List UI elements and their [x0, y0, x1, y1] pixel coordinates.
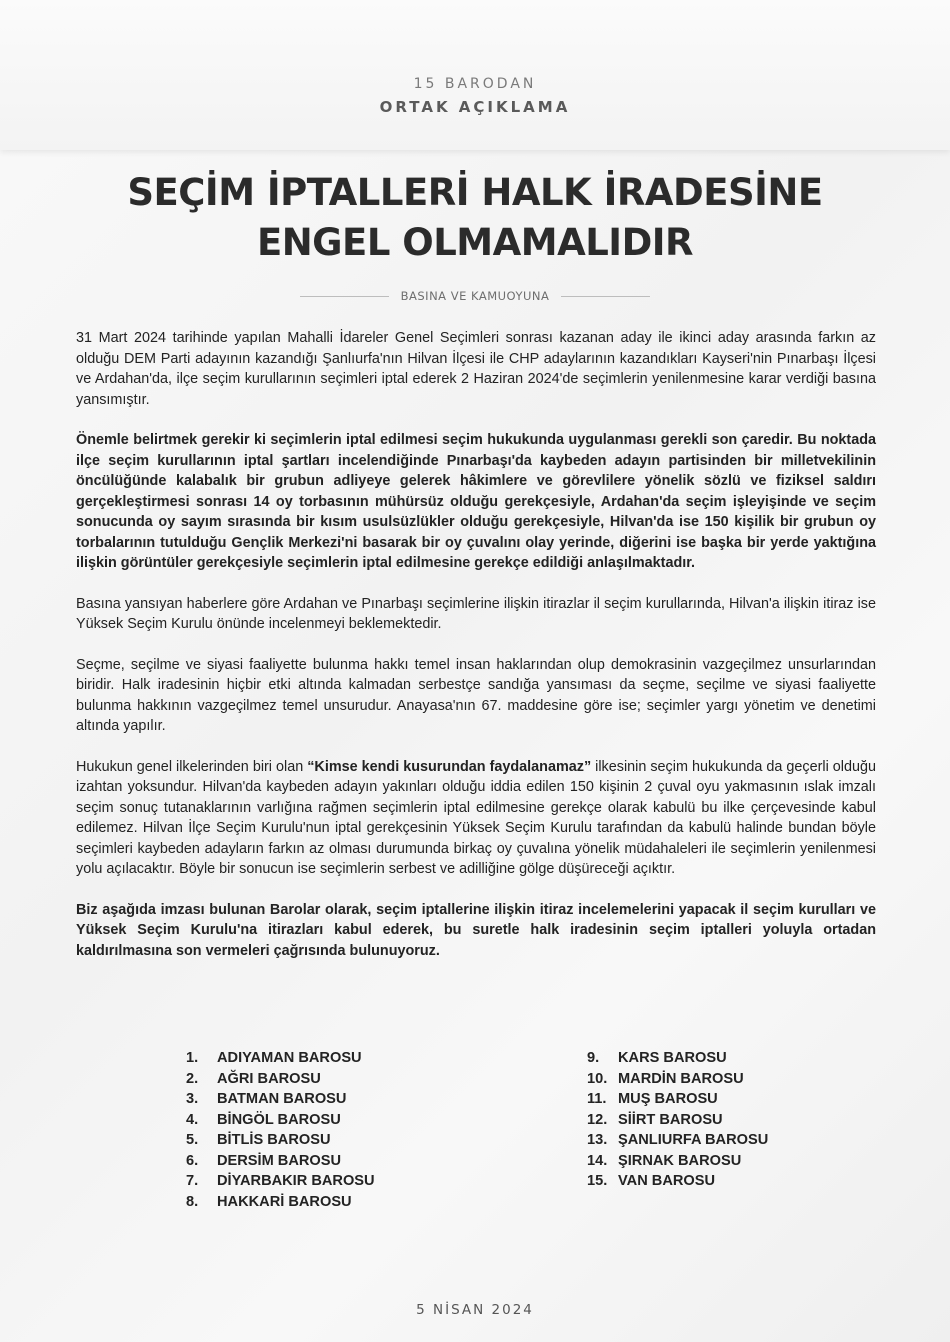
paragraph-2: Önemle belirtmek gerekir ki seçimlerin iptal edilmesi seçim hukukunda uygulanması gerekli son çaredir. Bu noktada ilçe seçim kurullarının iptal şartları incelendiğinde Pınarbaşı'da kaybeden adayın partisinden bir milletvekilinin öncülüğünde kalabalık bir grubun adliyeye gelerek hâkimlere ve görevlilere yönelik sözlü ve fiziksel saldırı gerçekleştirmesi sonrası 14 oy torbasının mühürsüz olduğu gerekçesiyle, Ardahan'da seçim işleyişinde ve seçim sonucunda oy sayım sırasında bir kısım usulsüzlükler olduğu gerekçesiyle, Hilvan'da ise 150 kişilik bir grubun oy torbalarının tutulduğu Gençlik Merkezi'ni basarak bir oy çuvalını olay yerinde, diğerini ise başka bir yerde yaktığına ilişkin görüntüler gerekçesiyle seçimlerin iptal edilmesine gerekçe edildiği anlaşılmaktadır.: [76, 432, 876, 571]
paragraph-3: Basına yansıyan haberlere göre Ardahan ve Pınarbaşı seçimlerine ilişkin itirazlar il seçim kurullarında, Hilvan'a ilişkin itiraz ise Yüksek Seçim Kurulu önünde incelenmeyi beklemektedir.: [76, 595, 876, 632]
kicker-line-1: 15 BARODAN: [413, 76, 537, 92]
list-item-number: 12.: [587, 1111, 608, 1128]
list-item: [587, 1071, 768, 1092]
signatory-column-left: [186, 1050, 375, 1214]
paragraph-5-rest: ilkesinin seçim hukukunda da geçerli olduğu izahtan yoksundur. Hilvan'da kaybeden adayın yakınları olduğu iddia edilen 150 kişinin 2 çuval oyu yakmasının ıslak imzalı seçim sonuç tutanaklarının varlığına rağmen seçimlerin iptal edilmesine gerekçe olarak kabulü bu ilke çerçevesinde kabul edilemez. Hilvan İlçe Seçim Kurulu'nun iptal gerekçesinin Yüksek Seçim Kurulu tarafından da kabulü halinde bundan böyle seçimleri kaybeden adayların farkın az olması durumunda birkaç oy çuvalına yönelik müdahaleleri ile seçimlerin yenilenmesi yolu açılacaktır. Böyle bir sonucun ise seçimlerin serbest ve adilliğine gölge düşüreceği açıktır.: [76, 758, 876, 877]
list-item-number: 15.: [587, 1173, 608, 1189]
list-item: [186, 1132, 375, 1153]
list-item-number: 1.: [186, 1050, 199, 1066]
list-item-number: 7.: [186, 1173, 199, 1189]
subtitle-rule-right: [561, 296, 650, 297]
list-item-name: AĞRI BAROSU: [217, 1070, 321, 1087]
statement-date: 5 NİSAN 2024: [416, 1302, 534, 1318]
list-item: [186, 1194, 375, 1215]
list-item-name: MUŞ BAROSU: [618, 1091, 718, 1107]
signatory-column-right: [587, 1050, 768, 1194]
list-item-name: DİYARBAKIR BAROSU: [217, 1173, 375, 1189]
list-item-name: SİİRT BAROSU: [618, 1111, 723, 1128]
list-item-number: 11.: [587, 1091, 607, 1107]
header-band: [0, 0, 950, 150]
list-item: [587, 1132, 768, 1153]
list-item-number: 8.: [186, 1193, 199, 1210]
list-item-number: 10.: [587, 1070, 608, 1087]
list-item-name: ADIYAMAN BAROSU: [217, 1050, 362, 1066]
list-item-name: MARDİN BAROSU: [618, 1070, 744, 1087]
paragraph-5-lead: Hukukun genel ilkelerinden biri olan: [76, 758, 308, 775]
title-line-1: SEÇİM İPTALLERİ HALK İRADESİNE: [127, 171, 823, 214]
kicker-line-2: ORTAK AÇIKLAMA: [379, 98, 571, 116]
list-item-name: VAN BAROSU: [618, 1173, 716, 1189]
paragraph-5: [76, 757, 876, 880]
list-item-name: ŞIRNAK BAROSU: [618, 1152, 742, 1169]
subtitle-row: [300, 286, 650, 306]
list-item-number: 6.: [186, 1152, 199, 1169]
subtitle-rule-left: [300, 296, 389, 297]
list-item-number: 14.: [587, 1152, 608, 1169]
list-item-name: KARS BAROSU: [618, 1050, 727, 1066]
page-title: [0, 168, 950, 268]
title-line-2: ENGEL OLMAMALIDIR: [256, 221, 694, 264]
list-item-name: HAKKARİ BAROSU: [217, 1193, 352, 1210]
list-item-number: 13.: [587, 1132, 608, 1148]
list-item-name: BİNGÖL BAROSU: [217, 1111, 341, 1128]
list-item: [587, 1091, 768, 1112]
subtitle: BASINA VE KAMUOYUNA: [400, 289, 550, 303]
list-item: [587, 1153, 768, 1174]
list-item: [587, 1050, 768, 1071]
list-item: [186, 1071, 375, 1092]
paragraph-6: Biz aşağıda imzası bulunan Barolar olarak, seçim iptallerine ilişkin itiraz incelemelerini yapacak il seçim kurulları ve Yüksek Seçim Kurulu'na itirazları kabul ederek, bu suretle halk iradesinin seçim iptalleri yoluyla ortadan kaldırılmasına son vermeleri çağrısında bulunuyoruz.: [76, 901, 876, 959]
list-item-name: DERSİM BAROSU: [217, 1152, 342, 1169]
list-item: [587, 1173, 768, 1194]
list-item: [186, 1173, 375, 1194]
list-item-name: ŞANLIURFA BAROSU: [618, 1132, 769, 1148]
paragraph-5-principle: “Kimse kendi kusurundan faydalanamaz”: [307, 758, 592, 775]
statement-body: [76, 328, 876, 981]
list-item: [186, 1091, 375, 1112]
list-item-name: BİTLİS BAROSU: [217, 1132, 331, 1148]
paragraph-1: 31 Mart 2024 tarihinde yapılan Mahalli İdareler Genel Seçimleri sonrası kazanan aday ile ikinci aday arasında farkın az olduğu DEM Parti adayının kazandığı Şanlıurfa'nın Hilvan İlçesi ile CHP adaylarının kazandıkları Kayseri'nin Pınarbaşı İlçesi ve Ardahan'da, ilçe seçim kurullarının seçimleri iptal ederek 2 Haziran 2024'de seçimlerin yenilenmesine karar verdiği basına yansımıştır.: [76, 330, 876, 408]
list-item: [186, 1153, 375, 1174]
list-item-number: 4.: [186, 1111, 199, 1128]
list-item: [186, 1050, 375, 1071]
list-item-number: 9.: [587, 1050, 600, 1066]
list-item: [186, 1112, 375, 1133]
list-item-number: 2.: [186, 1070, 199, 1087]
paragraph-4: Seçme, seçilme ve siyasi faaliyette bulunma hakkı temel insan haklarından olup demokrasinin vazgeçilmez unsurlarından biridir. Halk iradesinin hiçbir etki altında kalmadan serbestçe sandığa yansıması da seçme, seçilme ve siyasi faaliyette bulunma hakkının vazgeçilmez temel unsurudur. Anayasa'nın 67. maddesine göre ise; seçimler yargı yönetim ve denetimi altında yapılır.: [76, 656, 876, 734]
list-item-name: BATMAN BAROSU: [217, 1091, 347, 1107]
list-item-number: 3.: [186, 1091, 199, 1107]
list-item-number: 5.: [186, 1132, 199, 1148]
list-item: [587, 1112, 768, 1133]
